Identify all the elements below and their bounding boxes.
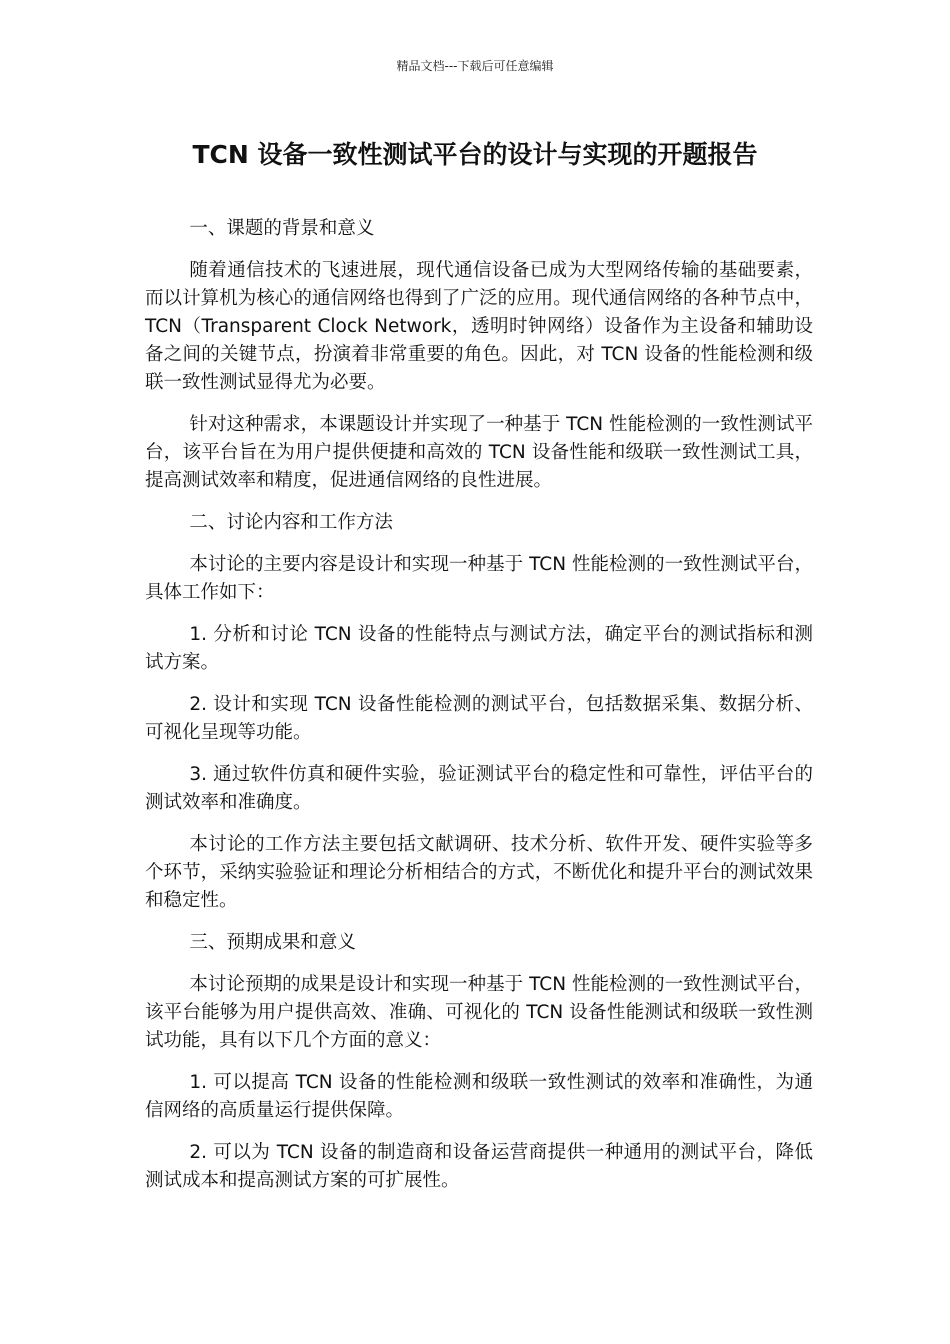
document-body	[145, 215, 813, 1209]
page-header: 精品文档---下载后可任意编辑	[396, 59, 554, 73]
paragraph: 本讨论的主要内容是设计和实现一种基于 TCN 性能检测的一致性测试平台，具体工作如下：	[145, 554, 813, 603]
section-heading-3: 三、预期成果和意义	[189, 932, 356, 953]
paragraph: 针对这种需求，本课题设计并实现了一种基于 TCN 性能检测的一致性测试平台，该平台旨在为用户提供便捷和高效的 TCN 设备性能和级联一致性测试工具，提高测试效率和精度，促进通信网络的良性进展。	[145, 414, 813, 491]
list-item: 2. 可以为 TCN 设备的制造商和设备运营商提供一种通用的测试平台，降低测试成本和提高测试方案的可扩展性。	[145, 1142, 813, 1191]
document-title: TCN 设备一致性测试平台的设计与实现的开题报告	[192, 140, 758, 169]
list-item: 1. 可以提高 TCN 设备的性能检测和级联一致性测试的效率和准确性，为通信网络的高质量运行提供保障。	[145, 1072, 813, 1121]
paragraph: 本讨论的工作方法主要包括文献调研、技术分析、软件开发、硬件实验等多个环节，采纳实验验证和理论分析相结合的方式，不断优化和提升平台的测试效果和稳定性。	[145, 834, 813, 911]
list-item: 1. 分析和讨论 TCN 设备的性能特点与测试方法，确定平台的测试指标和测试方案。	[145, 624, 813, 673]
section-heading-1: 一、课题的背景和意义	[189, 218, 375, 239]
section-heading-2: 二、讨论内容和工作方法	[189, 512, 393, 533]
paragraph: 随着通信技术的飞速进展，现代通信设备已成为大型网络传输的基础要素，而以计算机为核心的通信网络也得到了广泛的应用。现代通信网络的各种节点中，TCN（Transparent Clock Network，透明时钟网络）设备作为主设备和辅助设备之间的关键节点，扮演着非常重要的角色。因此，对 TCN 设备的性能检测和级联一致性测试显得尤为必要。	[145, 260, 813, 393]
list-item: 3. 通过软件仿真和硬件实验，验证测试平台的稳定性和可靠性，评估平台的测试效率和准确度。	[145, 764, 813, 813]
paragraph: 本讨论预期的成果是设计和实现一种基于 TCN 性能检测的一致性测试平台，该平台能够为用户提供高效、准确、可视化的 TCN 设备性能测试和级联一致性测试功能，具有以下几个方面的意义：	[145, 974, 813, 1051]
list-item: 2. 设计和实现 TCN 设备性能检测的测试平台，包括数据采集、数据分析、可视化呈现等功能。	[145, 694, 813, 743]
